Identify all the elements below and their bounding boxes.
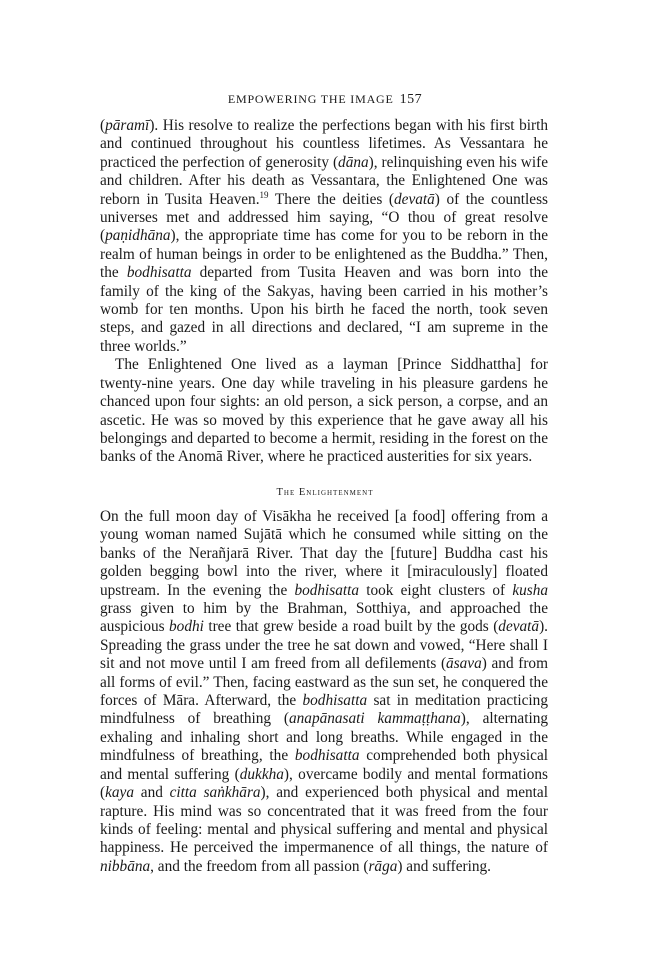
italic-term: dāna <box>338 153 369 171</box>
text-run: , and the freedom from all passion ( <box>150 857 369 875</box>
text-run: ), alternating exhaling and inhaling short and long breaths. While engaged in the mindfulness of breathing, the <box>100 710 548 765</box>
italic-term: kaya <box>105 784 134 802</box>
running-header <box>0 92 650 108</box>
italic-term: nibbāna <box>100 857 151 875</box>
italic-term: devatā <box>394 190 435 208</box>
text-run: took eight clusters of <box>359 581 513 599</box>
paragraph-layman: The Enlightened One lived as a layman [Prince Siddhattha] for twenty-nine years. One day while traveling in his pleasure gardens he chanced upon four sights: an old person, a sick person, a corpse, and an ascetic. He was so moved by this experience that he gave away all his belongings and departed to become a hermit, residing in the forest on the banks of the Anomā River, where he practiced austerities for six years. <box>100 356 548 466</box>
text-run: comprehended both physical and mental suffering ( <box>100 747 549 783</box>
text-run: grass given to him by the Brahman, Sotthiya, and approached the auspicious <box>100 600 548 636</box>
text-block-enlightenment <box>100 508 548 876</box>
text-run: sat in meditation practicing mindfulness of breathing ( <box>100 692 548 728</box>
running-title: EMPOWERING THE IMAGE <box>227 92 394 106</box>
text-run: ) and suffering. <box>397 857 491 875</box>
text-run: ), relinquishing even his wife and children. After his death as Vessantara, the Enlightened One was reborn in Tusita Heaven. <box>100 153 548 208</box>
text-run: ), overcame bodily and mental formations ( <box>100 765 548 802</box>
italic-term: bodhisatta <box>294 747 360 765</box>
italic-term: pāramī <box>105 117 150 134</box>
footnote-marker: 19 <box>259 189 269 200</box>
text-run: On the full moon day of Visākha he received [a food] offering from a young woman named Sujātā which he consumed while sitting on the banks of the Nerañjarā River. That day the [future] Buddha cast his golden begging bowl into the river, where it [miraculously] floated upstream. In the evening the <box>100 508 548 599</box>
italic-term: āsava <box>446 655 482 673</box>
italic-term: rāga <box>368 857 398 875</box>
italic-term: bodhi <box>169 618 204 636</box>
section-heading: The Enlightenment <box>276 487 374 498</box>
text-run: ). His resolve to realize the perfections began with his first birth and continued throughout his countless lifetimes. As Vessantara he practiced the perfection of generosity ( <box>100 117 548 171</box>
text-run: departed from Tusita Heaven and was born into the family of the king of the Sakyas, having been carried in his mother’s womb for ten months. Upon his birth he faced the north, took seven steps, and gazed in all directions and declared, “I am supreme in the three worlds.” <box>100 264 549 355</box>
italic-term: devatā <box>498 618 540 636</box>
italic-term: citta saṅkhāra <box>169 784 261 802</box>
italic-term: bodhisatta <box>302 692 368 710</box>
text-run: ), the appropriate time has come for you to be reborn in the realm of human beings in order to be enlightened as the Buddha.” Then, the <box>100 227 548 282</box>
page-number: 157 <box>399 92 423 107</box>
italic-term: paṇidhāna <box>105 227 171 245</box>
italic-term: dukkha <box>239 765 284 783</box>
text-block-top <box>100 117 548 467</box>
text-run: ). Spreading the grass under the tree he sat down and vowed, “Here shall I sit and not move until I am freed from all defilements ( <box>100 618 548 673</box>
text-run: There the deities ( <box>268 190 394 208</box>
text-run: and <box>134 784 170 802</box>
italic-term: bodhisatta <box>294 581 360 599</box>
text-run: tree that grew beside a road built by the gods ( <box>203 618 499 636</box>
text-run: ) of the countless universes met and addressed him saying, “O thou of great resolve ( <box>100 190 548 245</box>
italic-term: kusha <box>512 581 549 599</box>
italic-term: anapānasati kammaṭṭhana <box>289 710 461 728</box>
text-run: ( <box>100 117 106 134</box>
text-run: ), and experienced both physical and mental rapture. His mind was so concentrated that it was freed from the four kinds of feeling: mental and physical suffering and mental and physical happiness. He perceived the impermanence of all things, the nature of <box>100 784 548 857</box>
text-run: ) and from all forms of evil.” Then, facing eastward as the sun set, he conquered the forces of Māra. Afterward, the <box>100 655 548 710</box>
italic-term: bodhisatta <box>126 264 192 282</box>
paragraph-enlightenment <box>100 508 548 876</box>
paragraph-perfections <box>100 117 548 356</box>
